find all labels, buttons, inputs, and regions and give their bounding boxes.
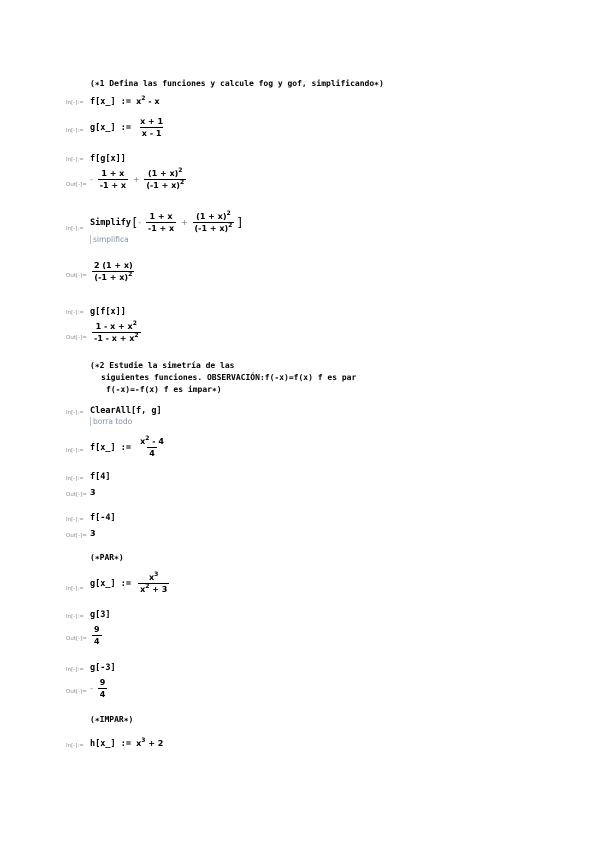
- comment-1: (∗1 Defina las funciones y calcule fog y gof, simplificando∗): [90, 79, 384, 88]
- input-cell-f-def[interactable]: [90, 97, 160, 107]
- input-label: In[-]:=: [66, 448, 84, 454]
- fraction: $\frac{x + 1}{x - 1}$: [140, 117, 164, 138]
- input-label: In[-]:=: [66, 586, 84, 592]
- fraction: $\frac{1 + x}{-1 + x}$: [147, 212, 175, 233]
- code-text: f[x_] :=: [90, 97, 131, 107]
- output-label: Out[-]=: [66, 533, 87, 539]
- code-text: g[x_] :=: [90, 123, 131, 133]
- input-cell-clearall[interactable]: ClearAll[f, g]: [90, 406, 162, 416]
- output-cell-f4: 3: [90, 488, 96, 497]
- fraction: $\frac{9}{4}$: [94, 625, 100, 646]
- input-label: In[-]:=: [66, 100, 84, 106]
- input-cell-gf[interactable]: g[f[x]]: [90, 307, 126, 317]
- fraction: $\frac{x^3}{x^2 + 3}$: [140, 571, 168, 594]
- input-cell-gm3[interactable]: g[-3]: [90, 663, 116, 673]
- input-cell-g3[interactable]: g[3]: [90, 610, 111, 620]
- fraction: $\frac{9}{4}$: [99, 678, 106, 699]
- input-cell-g-def[interactable]: [90, 117, 167, 138]
- output-label: Out[-]=: [66, 689, 87, 695]
- comment-par: (∗PAR∗): [90, 553, 124, 562]
- output-cell-gm3: - $\frac{9}{4}$: [90, 678, 106, 699]
- fraction: $\frac{1 - x + x^2}{-1 - x + x^2}$: [94, 320, 139, 343]
- code-text: f[x_] :=: [90, 443, 131, 453]
- input-label: In[-]:=: [66, 743, 84, 749]
- code-text: h[x_] :=: [90, 739, 131, 749]
- autocomplete-hint[interactable]: simplifica: [90, 235, 129, 244]
- comment-2: (∗2 Estudie la simetría de las siguientes funciones. OBSERVACIÓN:f(-x)=f(x) f es par f(-x)=-f(x) f es impar∗): [90, 361, 357, 394]
- output-label: Out[-]=: [66, 335, 87, 341]
- output-cell-fm4: 3: [90, 529, 96, 538]
- input-label: In[-]:=: [66, 157, 84, 163]
- output-label: Out[-]=: [66, 636, 87, 642]
- fraction: $\frac{x^2 - 4}{4}$: [140, 435, 164, 458]
- input-label: In[-]:=: [66, 517, 84, 523]
- input-label: In[-]:=: [66, 226, 84, 232]
- input-cell-f4[interactable]: f[4]: [90, 472, 111, 482]
- output-cell-simplify: [90, 261, 137, 282]
- fraction: $\frac{2 (1 + x)}{(-1 + x)^2}$: [94, 261, 133, 282]
- function-name: Simplify: [90, 218, 131, 228]
- input-label: In[-]:=: [66, 667, 84, 673]
- fraction: $\frac{(1 + x)^2}{(-1 + x)^2}$: [194, 210, 233, 233]
- fraction: $\frac{1 + x}{-1 + x}$: [99, 169, 127, 190]
- code-text: g[x_] :=: [90, 579, 131, 589]
- input-cell-g2-def[interactable]: [90, 573, 171, 594]
- fraction: $\frac{(1 + x)^2}{(-1 + x)^2}$: [146, 167, 185, 190]
- output-label: Out[-]=: [66, 273, 87, 279]
- input-label: In[-]:=: [66, 410, 84, 416]
- input-label: In[-]:=: [66, 614, 84, 620]
- output-cell-gf: [90, 322, 143, 343]
- input-cell-fg[interactable]: f[g[x]]: [90, 154, 126, 164]
- math-text: $x^2$ - x: [136, 95, 160, 106]
- input-cell-f2-def[interactable]: [90, 437, 168, 458]
- output-cell-fg: - $\frac{1 + x}{-1 + x}$ + $\frac{(1 + x)^2}{(-1 + x)^2}$: [90, 167, 185, 190]
- output-label: Out[-]=: [66, 182, 87, 188]
- output-cell-g3: [90, 625, 104, 646]
- input-label: In[-]:=: [66, 310, 84, 316]
- autocomplete-hint[interactable]: borra todo: [90, 417, 132, 426]
- input-label: In[-]:=: [66, 128, 84, 134]
- math-text: $x^3 + 2$: [136, 737, 164, 748]
- input-label: In[-]:=: [66, 476, 84, 482]
- comment-impar: (∗IMPAR∗): [90, 715, 134, 724]
- input-cell-simplify[interactable]: Simplify[- $\frac{1 + x}{-1 + x}$ + $\frac{(1 + x)^2}{(-1 + x)^2}$ ]: [90, 210, 244, 233]
- input-cell-fm4[interactable]: f[-4]: [90, 513, 116, 523]
- output-label: Out[-]=: [66, 492, 87, 498]
- input-cell-h-def[interactable]: [90, 739, 163, 749]
